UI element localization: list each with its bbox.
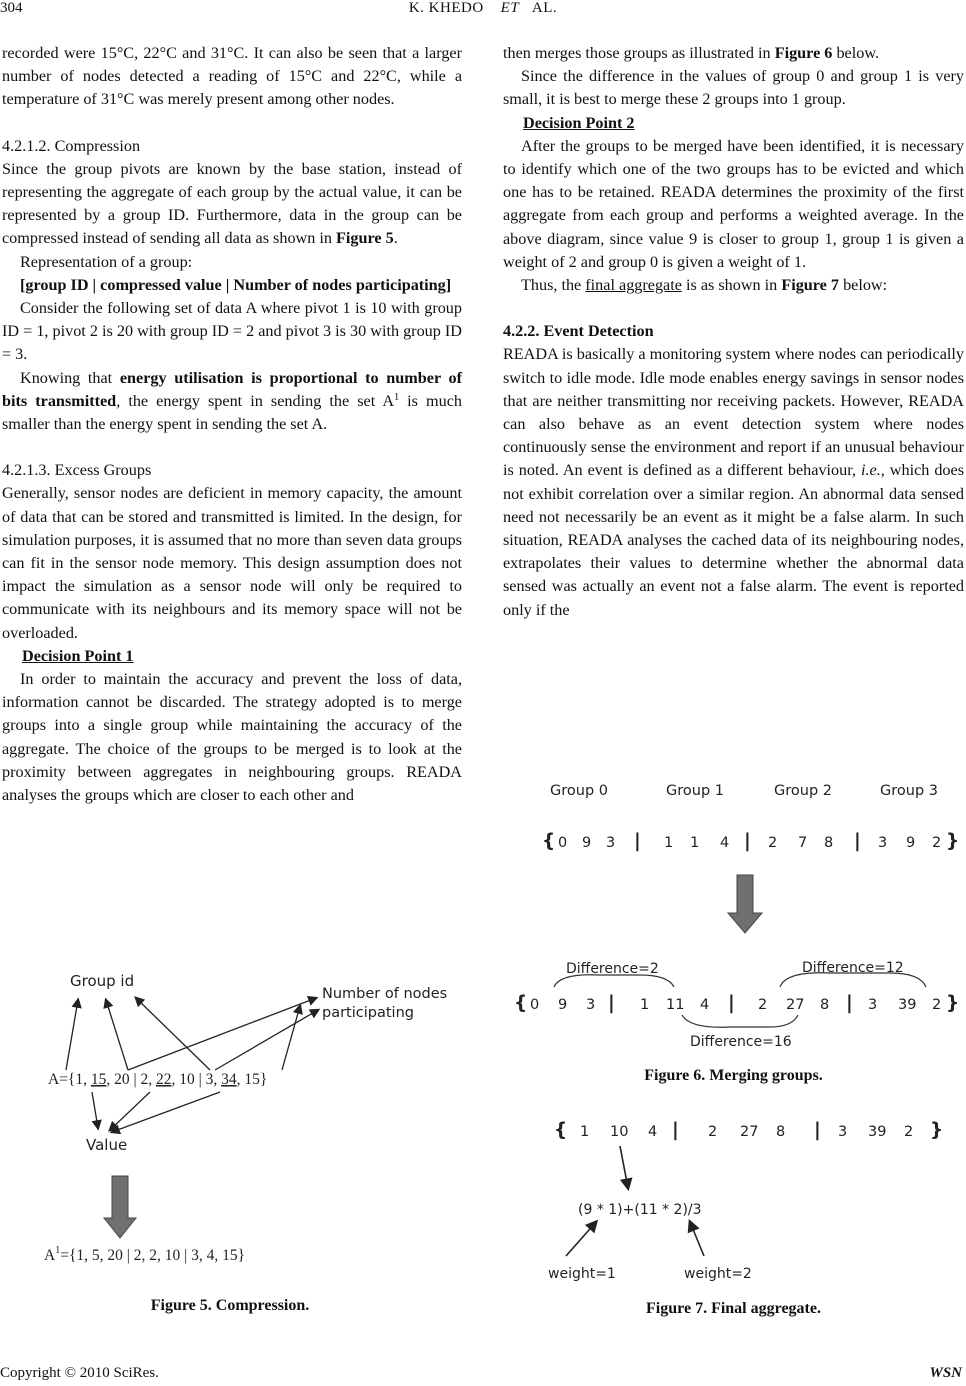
value-cell: 3 bbox=[606, 835, 616, 851]
difference-left-label: Difference=2 bbox=[566, 961, 659, 977]
figure-reference[interactable]: Figure 6 bbox=[774, 44, 833, 62]
value-cell: 3 bbox=[586, 997, 596, 1013]
value-cell: 2 bbox=[932, 997, 942, 1013]
brace: } bbox=[946, 993, 960, 1014]
value-cell: 7 bbox=[798, 835, 808, 851]
value-cell: 3 bbox=[838, 1124, 848, 1140]
difference-right-label: Difference=12 bbox=[802, 960, 904, 976]
value-cell: 9 bbox=[558, 997, 568, 1013]
weighted-formula: (9 * 1)+(11 * 2)/3 bbox=[578, 1202, 702, 1218]
figure-reference[interactable]: Figure 7 bbox=[781, 276, 840, 295]
value-cell: 11 bbox=[666, 997, 685, 1013]
set-a1: $A^1=\{1$, 5, 20 | 2, 2, 10 | 3, 4, 15} bbox=[44, 1245, 246, 1264]
value-cell: 9 bbox=[906, 835, 916, 851]
value-cell: 1 bbox=[580, 1124, 590, 1140]
paragraph: Knowing that energy utilisation is proportional to number of bits transmitted, the energy spent in sending the set $A^1$ is much smaller than the energy spent in sending the set A. bbox=[2, 368, 462, 434]
running-title-al: AL. bbox=[531, 0, 558, 16]
paragraph: Consider the following set of data A where pivot 1 is 10 with group ID = 1, pivot 2 is 20 with group ID = 2 and pivot 3 is 30 with group ID = 3. bbox=[2, 299, 462, 364]
paragraph: In order to maintain the accuracy and prevent the loss of data, information cannot be discarded. The strategy adopted is to merge groups into a single group while maintaining the accuracy of the aggregate. The choice of the groups to be merged is to look at the proximity between aggregates in neighbouring groups. READA analyses the groups which are closer to each other and bbox=[2, 670, 462, 805]
arrow bbox=[106, 1000, 128, 1070]
group-label: Group 0 bbox=[550, 783, 608, 799]
section-heading: 4.2.1.2. Compression bbox=[2, 136, 141, 155]
value-cell: 1 bbox=[690, 835, 700, 851]
figure-6 bbox=[500, 775, 966, 1055]
value-cell: 39 bbox=[868, 1124, 887, 1140]
value-cell: 2 bbox=[758, 997, 768, 1013]
value-cell: 8 bbox=[824, 835, 834, 851]
group-label: Group 1 bbox=[666, 783, 724, 799]
weight-2-label: weight=2 bbox=[684, 1266, 752, 1282]
group-label: Group 3 bbox=[880, 783, 938, 799]
down-arrow-icon bbox=[104, 1176, 136, 1238]
page-number: 304 bbox=[0, 0, 23, 16]
separator: | bbox=[854, 831, 861, 852]
journal-name: WSN bbox=[929, 1365, 962, 1381]
paragraph: Since the difference in the values of group 0 and group 1 is very small, it is best to merge these 2 groups into 1 group. bbox=[503, 67, 964, 109]
right-column bbox=[503, 42, 964, 622]
group-label: Group 2 bbox=[774, 783, 832, 799]
value-cell: 27 bbox=[740, 1124, 759, 1140]
paragraph: Representation of a group: bbox=[20, 252, 193, 271]
value-cell: 8 bbox=[776, 1124, 786, 1140]
value-cell: 10 bbox=[610, 1124, 629, 1140]
arrow bbox=[690, 1222, 704, 1256]
group-id-label: Group id bbox=[70, 972, 135, 990]
brace: { bbox=[514, 993, 528, 1014]
figure-reference[interactable]: Figure 5 bbox=[336, 229, 394, 248]
value-cell: 2 bbox=[768, 835, 778, 851]
paragraph: Thus, the final aggregate is as shown in Figure 7 below: bbox=[521, 276, 888, 295]
decision-point-heading: Decision Point 2 bbox=[523, 113, 635, 132]
nodes-participating-label-1: Number of nodes bbox=[322, 986, 448, 1002]
section-heading: 4.2.1.3. Excess Groups bbox=[2, 461, 152, 480]
section-heading: 4.2.2. Event Detection bbox=[503, 322, 654, 341]
figure-5-caption: Figure 5. Compression. bbox=[150, 1297, 310, 1314]
paragraph: After the groups to be merged have been identified, it is necessary to identify which one of the two groups has to be evicted and which one has to be retained. READA determines the proximity of the first aggregate from each group and performs a weighted average. In the above diagram, since value 9 is closer to group 1, group 1 is given a weight of 2 and group 0 is given a weight of 1. bbox=[503, 136, 964, 271]
value-cell: 39 bbox=[898, 997, 917, 1013]
paragraph: recorded were 15°C, 22°C and 31°C. It can also be seen that a larger number of nodes detected a reading of 15°C and 22°C, while a temperature of 31°C was merely present among other nodes. bbox=[2, 44, 462, 109]
figure-7-diagram bbox=[530, 1110, 950, 1290]
figure-5 bbox=[30, 960, 470, 1280]
figure-6-diagram bbox=[500, 775, 966, 1055]
arrow bbox=[215, 1010, 318, 1070]
value-cell: 4 bbox=[720, 835, 730, 851]
figure-6-caption: Figure 6. Merging groups. bbox=[644, 1067, 823, 1084]
paragraph: Since the group pivots are known by the base station, instead of representing the aggregate of each group by the actual value, it can be represented by a group ID. Furthermore, data in the group can be compressed instead of sending all data as shown in Figure 5. bbox=[2, 159, 462, 248]
arrow bbox=[620, 1146, 628, 1188]
paragraph: then merges those groups as illustrated in Figure 6 below. bbox=[503, 44, 880, 62]
value-cell: 3 bbox=[878, 835, 888, 851]
down-arrow-icon bbox=[728, 875, 762, 933]
left-column bbox=[2, 42, 462, 807]
brace: } bbox=[930, 1120, 944, 1141]
arrow bbox=[136, 998, 210, 1070]
figure-5-diagram bbox=[30, 960, 470, 1280]
arrow bbox=[566, 1222, 596, 1256]
value-cell: 8 bbox=[820, 997, 830, 1013]
brace: { bbox=[554, 1120, 568, 1141]
arrow bbox=[92, 1092, 98, 1128]
value-cell: 1 bbox=[640, 997, 650, 1013]
figure-7-caption: Figure 7. Final aggregate. bbox=[646, 1300, 821, 1317]
value-cell: 0 bbox=[558, 835, 568, 851]
paragraph: READA is basically a monitoring system where nodes can periodically switch to idle mode. Idle mode enables energy savings in sensor nodes that are neither transmitting nor receiving packets. However, READA can also behave as an event detection system where nodes continuously sense the environment and report if an unusual behaviour is noted. An event is defined as a different behaviour, i.e., which does not exhibit correlation over a similar region. An abnormal data sensed need not necessarily be an event as it might be a false alarm. In such situation, READA analyses the cached data of its neighbouring nodes, extrapolates their values to determine whether the abnormal data sensed was actually an event not a false alarm. The event is reported only if the bbox=[503, 345, 964, 619]
arrow bbox=[128, 998, 316, 1070]
value-cell: 2 bbox=[904, 1124, 914, 1140]
nodes-participating-label-2: participating bbox=[322, 1005, 414, 1021]
separator: | bbox=[634, 831, 641, 852]
value-cell: 2 bbox=[708, 1124, 718, 1140]
arrow bbox=[110, 1092, 150, 1130]
difference-bottom-label: Difference=16 bbox=[690, 1034, 792, 1050]
value-cell: 0 bbox=[530, 997, 540, 1013]
value-cell: 2 bbox=[932, 835, 942, 851]
separator: | bbox=[744, 831, 751, 852]
running-title-et: ET bbox=[500, 0, 520, 16]
brace: } bbox=[946, 831, 960, 852]
value-cell: 9 bbox=[582, 835, 592, 851]
running-title bbox=[0, 0, 966, 17]
value-cell: 4 bbox=[700, 997, 710, 1013]
value-label: Value bbox=[86, 1136, 128, 1154]
separator: | bbox=[728, 993, 735, 1014]
paragraph: Generally, sensor nodes are deficient in memory capacity, the amount of data that can be stored and transmitted is limited. In the design, for simulation purposes, it is assumed that no more than seven data groups can fit in the sensor node memory. This design assumption does not impact the simulation as a sensor node will only be required to communicate with its neighbours and its memory space will not be overloaded. bbox=[2, 484, 462, 642]
arrow bbox=[282, 1006, 300, 1070]
difference-bracket bbox=[682, 1015, 798, 1027]
set-a: A={1, 15, 20 | 2, 22, 10 | 3, 34, 15} bbox=[48, 1071, 268, 1088]
running-title-author: K. KHEDO bbox=[408, 0, 484, 16]
separator: | bbox=[814, 1120, 821, 1141]
figure-7 bbox=[530, 1110, 950, 1290]
weight-1-label: weight=1 bbox=[548, 1266, 616, 1282]
value-cell: 1 bbox=[664, 835, 674, 851]
separator: | bbox=[672, 1120, 679, 1141]
value-cell: 27 bbox=[786, 997, 805, 1013]
value-cell: 4 bbox=[648, 1124, 658, 1140]
separator: | bbox=[846, 993, 853, 1014]
paragraph: [group ID | compressed value | Number of nodes participating] bbox=[20, 275, 452, 294]
arrow bbox=[66, 1000, 78, 1070]
decision-point-heading: Decision Point 1 bbox=[22, 646, 134, 665]
brace: { bbox=[542, 831, 556, 852]
separator: | bbox=[608, 993, 615, 1014]
value-cell: 3 bbox=[868, 997, 878, 1013]
copyright: Copyright © 2010 SciRes. bbox=[0, 1365, 159, 1381]
